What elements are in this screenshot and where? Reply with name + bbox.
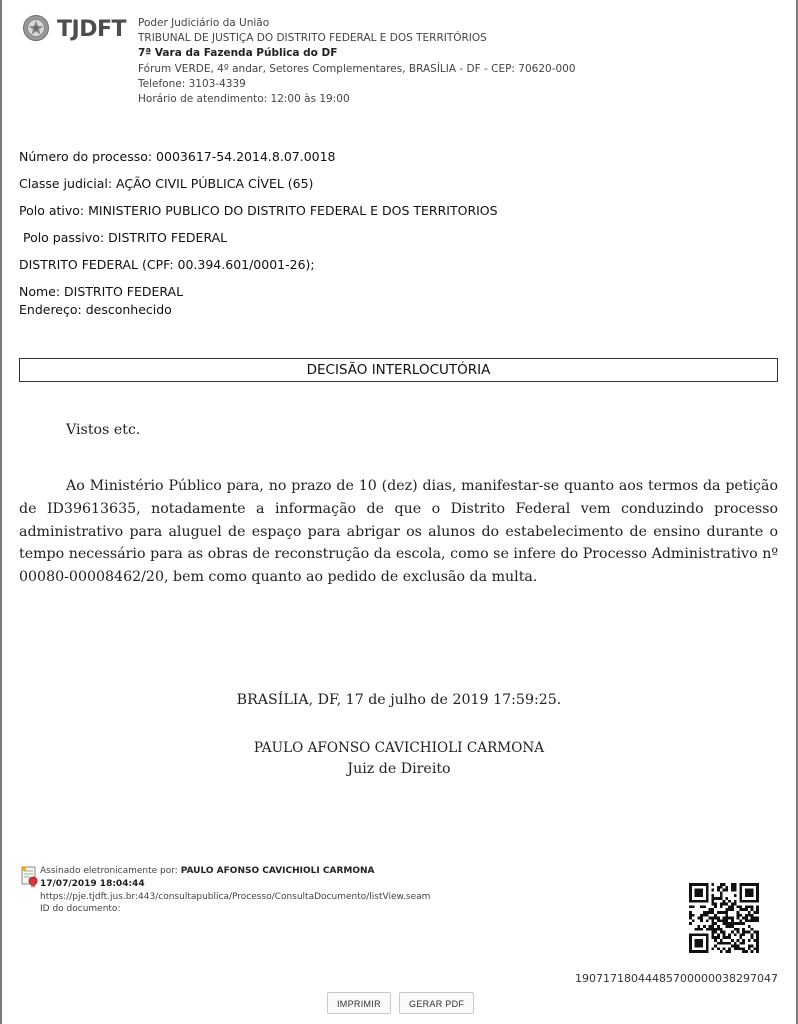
document-id-label: ID do documento:: [40, 904, 121, 915]
party-name: Nome: DISTRITO FEDERAL: [19, 284, 184, 299]
decision-title: DECISÃO INTERLOCUTÓRIA: [19, 358, 778, 382]
active-pole: Polo ativo: MINISTERIO PUBLICO DO DISTRITO FEDERAL E DOS TERRITORIOS: [19, 203, 498, 218]
electronic-signature-info: [40, 865, 430, 916]
signed-datetime: 17/07/2019 18:04:44: [40, 878, 145, 889]
judge-name: PAULO AFONSO CAVICHIOLI CARMONA: [253, 740, 545, 756]
court-line-tribunal: TRIBUNAL DE JUSTIÇA DO DISTRITO FEDERAL E DOS TERRITÓRIOS: [138, 32, 487, 45]
party-address: Endereço: desconhecido: [19, 302, 172, 317]
document-number: 19071718044485700000038297047: [575, 972, 778, 985]
signed-by-line: [40, 865, 430, 878]
signed-by-label: Assinado eletronicamente por:: [40, 866, 181, 876]
court-info: [138, 16, 576, 107]
court-line-hours: Horário de atendimento: 12:00 às 19:00: [138, 93, 350, 106]
court-line-phone: Telefone: 3103-4339: [138, 77, 246, 90]
tjdft-logo: [22, 14, 137, 46]
document-url: https://pje.tjdft.jus.br:443/consultapublica/Processo/ConsultaDocumento/listView.seam: [40, 891, 431, 902]
signed-by-name: PAULO AFONSO CAVICHIOLI CARMONA: [180, 866, 375, 876]
decision-paragraph: [19, 475, 778, 589]
judicial-class: Classe judicial: AÇÃO CIVIL PÚBLICA CÍVEL (65): [19, 176, 314, 191]
vistos-line: Vistos etc.: [66, 422, 141, 438]
print-button[interactable]: IMPRIMIR: [327, 992, 391, 1014]
party-info: DISTRITO FEDERAL (CPF: 00.394.601/0001-26);: [19, 257, 315, 272]
digital-certificate-icon: [21, 866, 39, 888]
generate-pdf-button[interactable]: GERAR PDF: [399, 992, 474, 1014]
process-number: Número do processo: 0003617-54.2014.8.07.0018: [19, 149, 336, 164]
judge-role: Juiz de Direito: [347, 761, 451, 777]
decision-paragraph-text: Ao Ministério Público para, no prazo de 10 (dez) dias, manifestar-se quanto aos termos da petição de ID39613635, notadamente a informação de que o Distrito Federal vem conduzindo processo administrativo para aluguel de espaço para abrigar os alunos do estabelecimento de ensino durante o tempo necessário para as obras de reconstrução da escola, como se infere do Processo Administrativo nº 00080-00008462/20, bem como quanto ao pedido de exclusão da multa.: [19, 478, 778, 586]
passive-pole: Polo passivo: DISTRITO FEDERAL: [19, 230, 228, 245]
logo-wordmark: TJDFT: [57, 17, 126, 42]
court-line-vara: 7ª Vara da Fazenda Pública do DF: [138, 47, 338, 60]
court-line-union: Poder Judiciário da União: [138, 17, 270, 29]
court-line-address: Fórum VERDE, 4º andar, Setores Complementares, BRASÍLIA - DF - CEP: 70620-000: [138, 62, 576, 75]
coat-of-arms-icon: [22, 14, 50, 42]
signature-place-date: BRASÍLIA, DF, 17 de julho de 2019 17:59:25.: [236, 692, 562, 708]
page-frame-left: [0, 0, 2, 1024]
qr-code-icon: [689, 883, 759, 953]
